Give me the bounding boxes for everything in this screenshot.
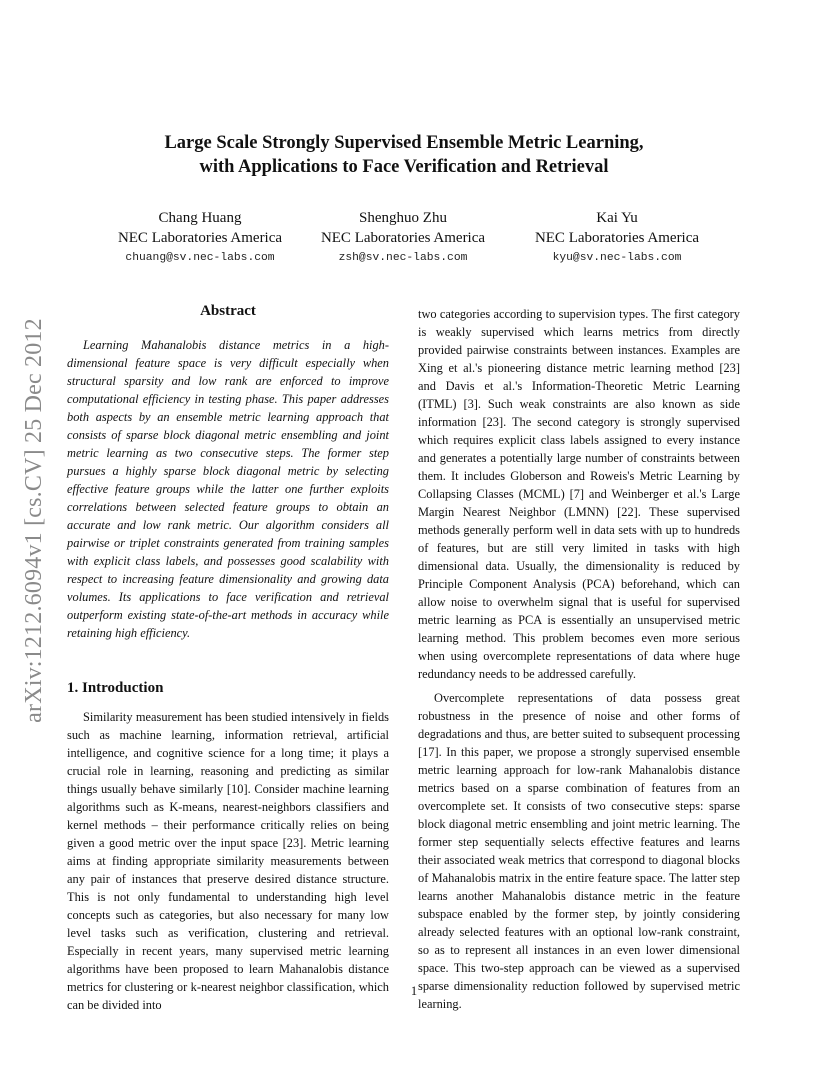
author-2 [298, 209, 508, 268]
author-name: Chang Huang [158, 210, 242, 226]
author-1 [95, 209, 305, 268]
author-name: Kai Yu [596, 210, 638, 226]
introduction-paragraph-3: Overcomplete representations of data possess great robustness in the presence of noise and other forms of degradations and thus, are better suited to subsequent processing [17]. In this paper, we propose a strongly supervised ensemble metric learning approach for low-rank Mahanalobis distance metrics based on a sparse combination of features from an overcomplete set. It consists of two consecutive steps: sparse block diagonal metric ensembling and joint metric learning. The former step sequentially selects effective features and learns their associated weak metrics that correspond to diagonal blocks of Mahanalobis matrix in the entire feature space. The latter step learns another Mahanalobis distance metric in the feature subspace enabled by the former step, by jointly considering already selected features with an optional low-rank constraint, so as to represent all instances in an even lower dimensional space. This two-step approach can be viewed as a supervised sparse dimensionality reduction followed by supervised metric learning. [418, 691, 740, 1011]
introduction-paragraph-2: two categories according to supervision types. The first category is weakly supervised which learns metrics from directly provided pairwise constraints between instances. Examples are Xing et al.'s pioneering distance metric learning method [23] and Davis et al.'s Information-Theoretic Metric Learning (ITML) [3]. Such weak constraints are also known as side information [23]. The second category is strongly supervised which requires explicit class labels assigned to every instance and generates a potentially large number of constraints between them. It includes Globerson and Roweis's Metric Learning by Collapsing Classes (MCML) [7] and Weinberger et al.'s Large Margin Nearest Neighbor (LMNN) [22]. These supervised methods generally perform well in data sets with up to hundreds of features, but are still very limited in tasks with high dimensional data. Usually, the dimensionality is reduced by Principle Component Analysis (PCA) beforehand, which can allow noise to overwhelm signal that is useful for supervised metric learning as PCA is essentially an unsupervised metric learning method. This problem becomes even more serious when using overcomplete representations of data where huge redundancy needs to be addressed carefully. [418, 307, 740, 681]
arxiv-identifier-stamp [22, 290, 46, 750]
author-email: chuang@sv.nec-labs.com [125, 252, 275, 264]
arxiv-stamp-text: arXiv:1212.6094v1 [cs.CV] 25 Dec 2012 [20, 317, 47, 723]
abstract-text: Learning Mahanalobis distance metrics in a high-dimensional feature space is very difficult especially when structural sparsity and low rank are enforced to improve computational efficiency in testing phase. This paper addresses both aspects by an ensemble metric learning approach that consists of sparse block diagonal metric ensembling and joint metric learning as two consecutive steps. The former step pursues a highly sparse block diagonal metric by selecting effective feature groups while the latter one further exploits correlations between selected feature groups to obtain an accurate and low rank metric. Our algorithm considers all pairwise or triplet constraints generated from training samples with explicit class labels, and possesses good scalability with respect to increasing feature dimensionality and growing data volumes. Its applications to face verification and retrieval outperform existing state-of-the-art methods in accuracy while retaining high efficiency. [67, 338, 389, 640]
abstract-heading: Abstract [200, 303, 256, 319]
author-affiliation: NEC Laboratories America [117, 230, 283, 246]
page-number: 1 [410, 984, 418, 998]
paper-title [100, 131, 708, 179]
right-column [418, 305, 740, 1013]
introduction-paragraph-1: Similarity measurement has been studied intensively in fields such as machine learning, information retrieval, artificial intelligence, and cognitive science for a long time; it plays a crucial role in learning, reasoning and predicting as similar things usually behave similarly [10]. Consider machine learning algorithms such as K-means, nearest-neighbors classifiers and kernel methods – their performance critically relies on being given a good metric over the input space [23]. Metric learning aims at finding appropriate similarity measurements between any pair of instances that preserve desired distance structure. This is not only fundamental to understanding high level concepts such as categories, but also necessary for many low level tasks such as verification, clustering and retrieval. Especially in recent years, many supervised metric learning algorithms have been proposed to learn Mahanalobis distance metrics for clustering or k-nearest neighbor classification, which can be divided into [67, 710, 389, 1012]
author-affiliation: NEC Laboratories America [534, 230, 700, 246]
title-line-1: Large Scale Strongly Supervised Ensemble Metric Learning, [164, 133, 644, 153]
author-email: kyu@sv.nec-labs.com [552, 252, 682, 264]
author-email: zsh@sv.nec-labs.com [338, 252, 468, 264]
author-name: Shenghuo Zhu [359, 210, 447, 226]
author-3 [512, 209, 722, 268]
left-column [67, 302, 389, 1014]
title-line-2: with Applications to Face Verification and Retrieval [199, 157, 609, 177]
author-affiliation: NEC Laboratories America [320, 230, 486, 246]
introduction-heading: 1. Introduction [67, 680, 164, 696]
